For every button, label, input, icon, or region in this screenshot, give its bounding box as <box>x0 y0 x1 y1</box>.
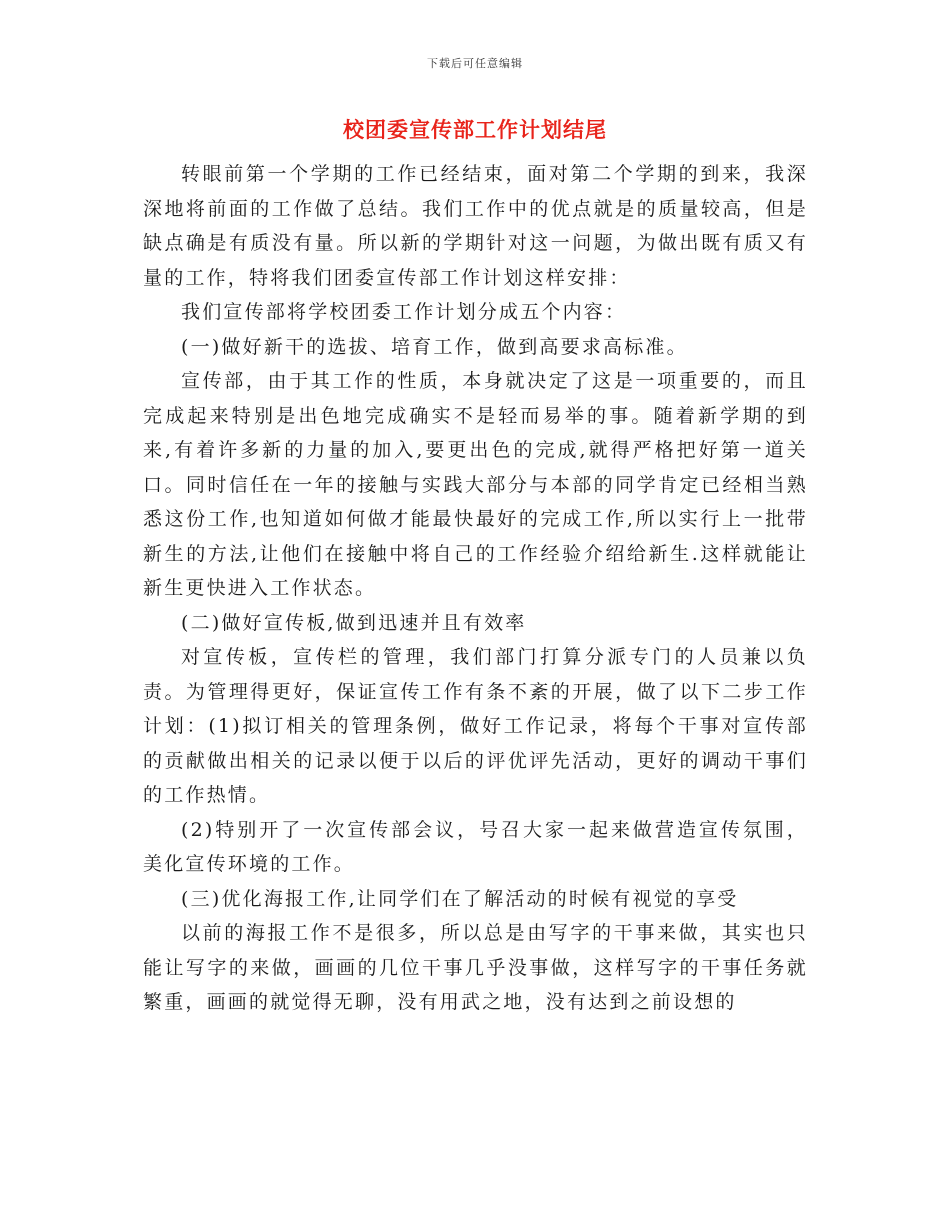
paragraph-intro: 转眼前第一个学期的工作已经结束，面对第二个学期的到来，我深深地将前面的工作做了总结。我们工作中的优点就是的质量较高，但是缺点确是有质没有量。所以新的学期针对这一问题，为做出既有质又有量的工作，特将我们团委宣传部工作计划这样安排： <box>143 163 808 289</box>
section-heading-3: (三)优化海报工作,让同学们在了解活动的时候有视觉的享受 <box>181 887 739 910</box>
document-title: 校团委宣传部工作计划结尾 <box>343 117 607 142</box>
paragraph-section-2-item-2: (2)特别开了一次宣传部会议，号召大家一起来做营造宣传氛围，美化宣传环境的工作。 <box>143 818 808 875</box>
section-heading-1: (一)做好新干的选拔、培育工作，做到高要求高标准。 <box>181 335 688 358</box>
paragraph-section-3: 以前的海报工作不是很多，所以总是由写字的干事来做，其实也只能让写字的来做，画画的几位干事几乎没事做，这样写字的干事任务就繁重，画画的就觉得无聊，没有用武之地，没有达到之前设想的 <box>143 922 808 1013</box>
page-header-note: 下载后可任意编辑 <box>427 57 523 70</box>
paragraph-section-1: 宣传部，由于其工作的性质，本身就决定了这是一项重要的，而且完成起来特别是出色地完成确实不是轻而易举的事。随着新学期的到来,有着许多新的力量的加入,要更出色的完成,就得严格把好第一道关口。同时信任在一年的接触与实践大部分与本部的同学肯定已经相当熟悉这份工作,也知道如何做才能最快最好的完成工作,所以实行上一批带新生的方法,让他们在接触中将自己的工作经验介绍给新生.这样就能让新生更快进入工作状态。 <box>143 370 808 599</box>
section-heading-2: (二)做好宣传板,做到迅速并且有效率 <box>181 611 527 634</box>
paragraph-overview: 我们宣传部将学校团委工作计划分成五个内容： <box>181 301 627 323</box>
paragraph-section-2: 对宣传板，宣传栏的管理，我们部门打算分派专门的人员兼以负责。为管理得更好，保证宣传工作有条不紊的开展，做了以下二步工作计划：(1)拟订相关的管理条例，做好工作记录，将每个干事对宣传部的贡献做出相关的记录以便于以后的评优评先活动，更好的调动干事们的工作热情。 <box>143 646 808 806</box>
document-body <box>143 157 808 1020</box>
